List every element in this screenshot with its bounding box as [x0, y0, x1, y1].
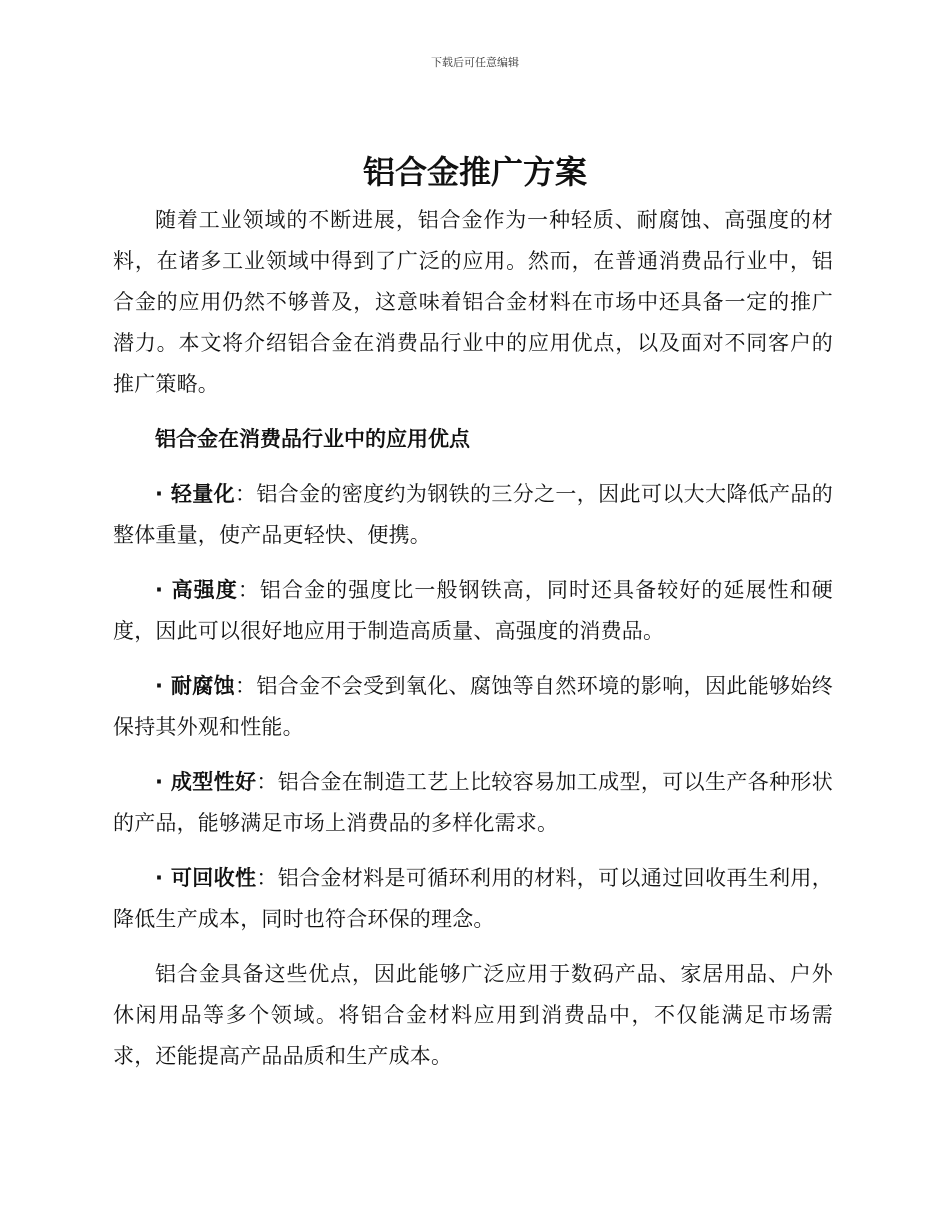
bullet-text: 铝合金的强度比一般钢铁高，同时还具备较好的延展性和硬度，因此可以很好地应用于制造高质量、高强度的消费品。: [113, 578, 833, 643]
bullet-item-high-strength: [113, 570, 833, 652]
section-heading: 铝合金在消费品行业中的应用优点: [155, 427, 470, 451]
bullet-separator: ：: [234, 482, 257, 506]
bullet-marker: ·: [155, 674, 171, 698]
closing-paragraph: 铝合金具备这些优点，因此能够广泛应用于数码产品、家居用品、户外休闲用品等多个领域。将铝合金材料应用到消费品中，不仅能满足市场需求，还能提高产品品质和生产成本。: [113, 962, 833, 1068]
bullet-item-lightweight: [113, 474, 833, 556]
document-body: [113, 200, 833, 1077]
bullet-separator: ：: [256, 866, 278, 890]
bullet-term: 耐腐蚀: [170, 674, 235, 698]
bullet-term: 高强度: [171, 578, 238, 602]
bullet-marker: ·: [155, 866, 171, 890]
bullet-item-formability: [113, 762, 833, 844]
bullet-text: 铝合金的密度约为钢铁的三分之一，因此可以大大降低产品的整体重量，使产品更轻快、便携。: [113, 482, 833, 547]
bullet-separator: ：: [237, 578, 260, 602]
bullet-separator: ：: [234, 674, 257, 698]
bullet-text: 铝合金材料是可循环利用的材料，可以通过回收再生利用，降低生产成本，同时也符合环保的理念。: [113, 866, 833, 931]
intro-paragraph: 随着工业领域的不断进展，铝合金作为一种轻质、耐腐蚀、高强度的材料，在诸多工业领域中得到了广泛的应用。然而，在普通消费品行业中，铝合金的应用仍然不够普及，这意味着铝合金材料在市场中还具备一定的推广潜力。本文将介绍铝合金在消费品行业中的应用优点，以及面对不同客户的推广策略。: [113, 208, 833, 396]
bullet-term: 可回收性: [170, 866, 257, 890]
document-title: 铝合金推广方案: [362, 153, 587, 191]
bullet-term: 轻量化: [170, 482, 235, 506]
bullet-marker: ·: [155, 482, 171, 506]
bullet-marker: ·: [155, 770, 171, 794]
bullet-term: 成型性好: [170, 770, 257, 794]
bullet-item-recyclability: [113, 858, 833, 940]
bullet-text: 铝合金在制造工艺上比较容易加工成型，可以生产各种形状的产品，能够满足市场上消费品的多样化需求。: [113, 770, 833, 835]
bullet-text: 铝合金不会受到氧化、腐蚀等自然环境的影响，因此能够始终保持其外观和性能。: [113, 674, 833, 739]
bullet-marker: ·: [155, 578, 172, 602]
bullet-item-corrosion-resistant: [113, 666, 833, 748]
bullet-separator: ：: [256, 770, 278, 794]
header-note: 下载后可任意编辑: [431, 56, 519, 69]
